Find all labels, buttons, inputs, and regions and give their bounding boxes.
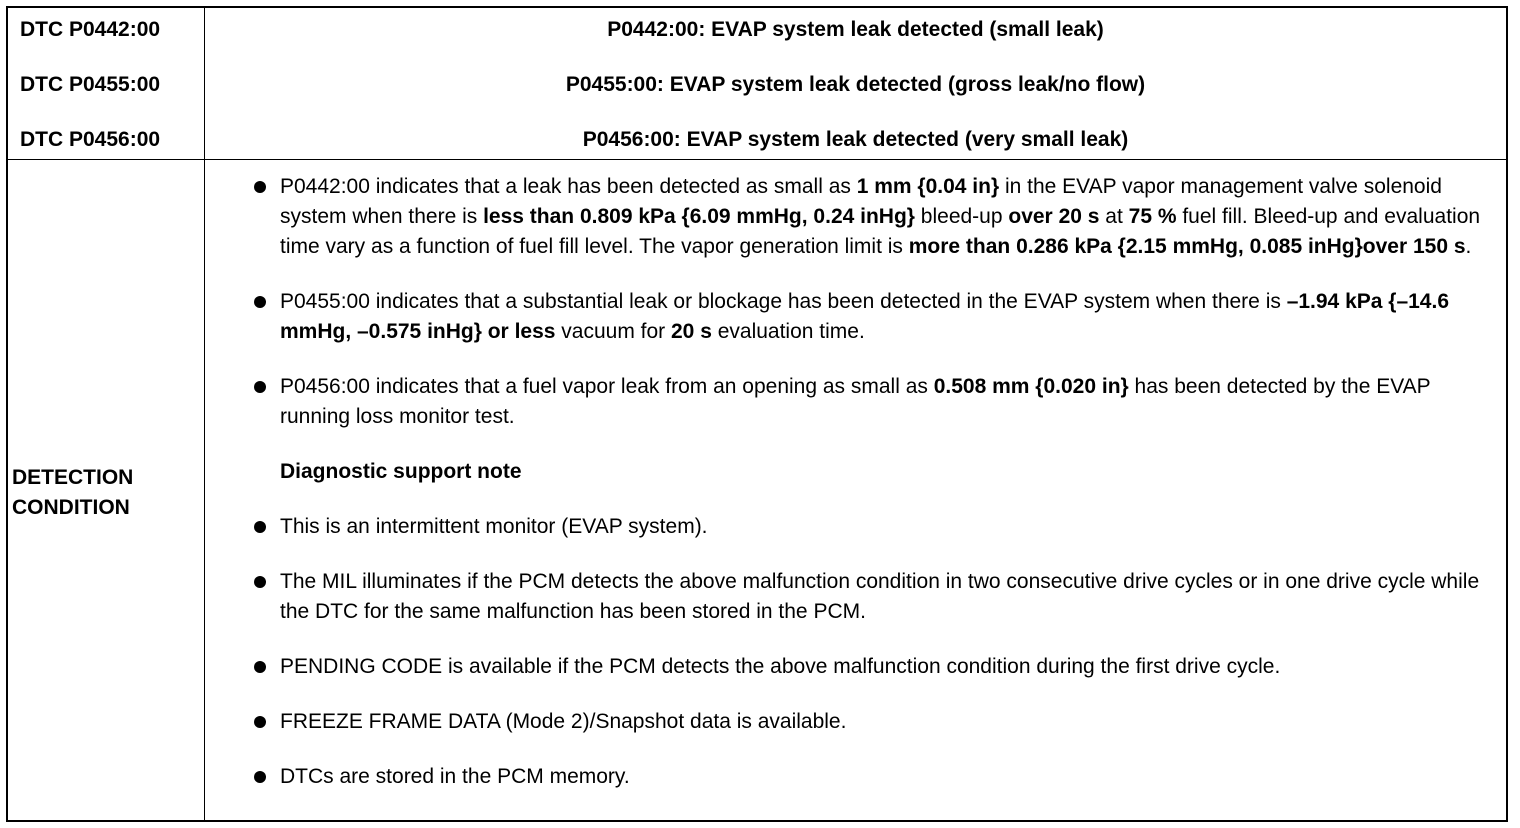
text-run: P0442:00 indicates that a leak has been detected as small as	[280, 175, 857, 198]
detection-label-line1: DETECTION	[12, 466, 134, 489]
dtc-code-p0455: DTC P0455:00	[20, 73, 161, 96]
bullet-item-p0456	[252, 372, 1504, 432]
bullet-icon	[254, 716, 266, 728]
note-text: PENDING CODE is available if the PCM detects the above malfunction condition during the first drive cycle.	[280, 655, 1281, 678]
text-run: .	[1465, 235, 1472, 258]
text-run: P0455:00 indicates that a substantial leak or blockage has been detected in the EVAP system when there is	[280, 290, 1287, 313]
note-item	[252, 762, 1504, 792]
row-divider	[8, 159, 1506, 160]
bold-value: more than 0.286 kPa {2.15 mmHg, 0.085 inHg}over 150 s	[908, 235, 1466, 258]
bullet-icon	[254, 521, 266, 533]
bold-value: 1 mm {0.04 in}	[856, 175, 1000, 198]
bold-value: less than 0.809 kPa {6.09 mmHg, 0.24 inHg}	[483, 205, 915, 228]
dtc-title-p0456: P0456:00: EVAP system leak detected (very small leak)	[582, 128, 1129, 151]
note-text: This is an intermittent monitor (EVAP system).	[280, 515, 708, 538]
text-run: bleed-up	[914, 205, 1009, 228]
note-text: The MIL illuminates if the PCM detects the above malfunction condition in two consecutive drive cycles or in one drive cycle while the DTC for the same malfunction has been stored in the PCM.	[280, 570, 1480, 623]
text-run: at	[1099, 205, 1129, 228]
detection-condition-label	[12, 463, 133, 523]
bullet-icon	[254, 296, 266, 308]
dtc-title-p0442: P0442:00: EVAP system leak detected (small leak)	[607, 18, 1104, 41]
bold-value: 20 s	[671, 320, 712, 343]
bold-value: 0.508 mm {0.020 in}	[933, 375, 1129, 398]
bullet-icon	[254, 381, 266, 393]
text-run: evaluation time.	[711, 320, 865, 343]
diagnostic-support-note-heading: Diagnostic support note	[280, 460, 522, 483]
dtc-code-p0456: DTC P0456:00	[20, 128, 161, 151]
note-item	[252, 707, 1504, 737]
dtc-table	[6, 6, 1508, 822]
dtc-title-p0455: P0455:00: EVAP system leak detected (gross leak/no flow)	[565, 73, 1146, 96]
bullet-icon	[254, 771, 266, 783]
text-run: vacuum for	[555, 320, 671, 343]
note-text: FREEZE FRAME DATA (Mode 2)/Snapshot data is available.	[280, 710, 847, 733]
text-run: in the EVAP vapor management valve solenoid system when there is	[280, 175, 1442, 228]
text-run: has been detected by the EVAP running loss monitor test.	[280, 375, 1431, 428]
bold-value: 75 %	[1128, 205, 1177, 228]
bullet-item-p0442	[252, 172, 1504, 262]
note-item	[252, 512, 1504, 542]
bold-value: –1.94 kPa {–14.6 mmHg, –0.575 inHg} or less	[280, 290, 1449, 343]
detection-content	[252, 172, 1504, 792]
note-item	[252, 652, 1504, 682]
dtc-code-p0442: DTC P0442:00	[20, 18, 161, 41]
bullet-icon	[254, 661, 266, 673]
text-run: fuel fill. Bleed-up and evaluation time vary as a function of fuel fill level. The vapor generation limit is	[280, 205, 1481, 258]
bullet-item-p0455	[252, 287, 1504, 347]
detection-label-line2: CONDITION	[12, 496, 130, 519]
bullet-icon	[254, 576, 266, 588]
note-text: DTCs are stored in the PCM memory.	[280, 765, 630, 788]
text-run: P0456:00 indicates that a fuel vapor leak from an opening as small as	[280, 375, 934, 398]
bullet-icon	[254, 181, 266, 193]
bold-value: over 20 s	[1008, 205, 1100, 228]
note-item	[252, 567, 1504, 627]
